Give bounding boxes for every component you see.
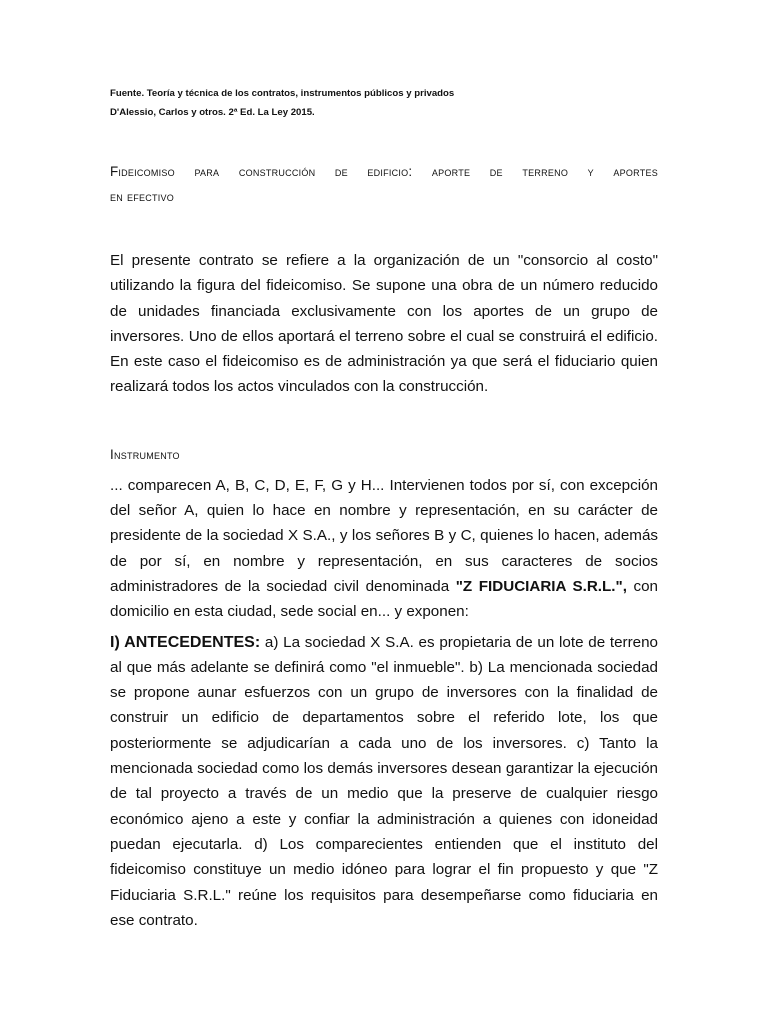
title-line-1: Fideicomiso para construcción de edificio: aporte de terreno y aportes: [110, 164, 658, 179]
instrument-text-1: ... comparecen A, B, C, D, E, F, G y H... Intervienen todos por sí, con excepción del señor A, quien lo hace en nombre y representación, en su carácter de presidente de la sociedad X S.A., y los señores B y C, quienes lo hacen, además de por sí, en nombre y representación, en sus caracteres de socios administradores de la sociedad civil denominada: [110, 476, 658, 595]
antecedentes-paragraph: [110, 630, 658, 934]
instrument-heading: Instrumento: [110, 446, 180, 462]
intro-paragraph: El presente contrato se refiere a la organización de un "consorcio al costo" utilizando la figura del fideicomiso. Se supone una obra de un número reducido de unidades financiada exclusivamente con los aportes de un grupo de inversores. Uno de ellos aportará el terreno sobre el cual se construirá el edificio. En este caso el fideicomiso es de administración ya que será el fiduciario quien realizará todos los actos vinculados con la construcción.: [110, 252, 658, 396]
title-line-2: en efectivo: [110, 189, 174, 204]
antecedentes-text: a) La sociedad X S.A. es propietaria de un lote de terreno al que más adelante se definirá como "el inmueble". b) La mencionada sociedad se propone aunar esfuerzos con un grupo de inversores con la finalidad de construir un edificio de departamentos sobre el referido lote, los que posteriormente se adjudicarían a cada uno de los inversores. c) Tanto la mencionada sociedad como los demás inversores desean garantizar la ejecución de tal proyecto a través de un medio que la preserve de cualquier riesgo económico ajeno a este y confiar la administración a quienes con idoneidad puedan ejecutarla. d) Los comparecientes entienden que el instituto del fideicomiso constituye un medio idóneo para lograr el fin propuesto y que "Z Fiduciaria S.R.L." reúne los requisitos para desempeñarse como fiduciaria en ese contrato.: [110, 633, 659, 929]
source-citation: [110, 84, 658, 122]
company-name: "Z FIDUCIARIA S.R.L.",: [455, 577, 627, 595]
document-title: [110, 159, 658, 209]
instrument-text-2: con domicilio en esta ciudad, sede social en... y exponen:: [110, 577, 658, 621]
instrument-paragraph: [110, 473, 658, 625]
source-line-1: Fuente. Teoría y técnica de los contratos, instrumentos públicos y privados: [110, 88, 455, 99]
antecedentes-label: I) ANTECEDENTES:: [110, 633, 261, 651]
source-line-2: D'Alessio, Carlos y otros. 2ª Ed. La Ley 2015.: [110, 107, 315, 118]
